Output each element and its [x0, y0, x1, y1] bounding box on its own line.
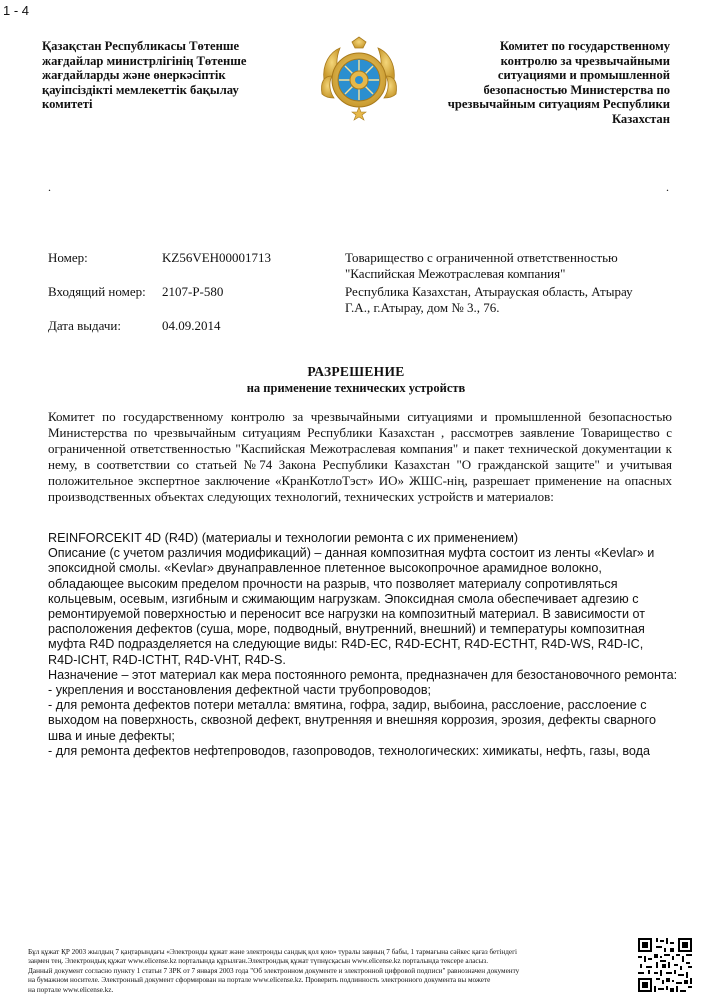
header-right-line: чрезвычайным ситуациям Республики	[447, 97, 670, 112]
footer-line: Данный документ согласно пункту 1 статьи 7 ЗРК от 7 января 2003 года "Об электронном документе и электронной цифровой подписи" равнозначен документу	[28, 966, 520, 975]
header-left-line: жағдайлар министрлігінің Төтенше	[42, 53, 247, 68]
recipient-line: "Каспийская Межотраслевая компания"	[345, 266, 566, 281]
body-line: шва и иные дефекты;	[48, 728, 175, 743]
separator-dot-right: .	[666, 180, 669, 194]
header-left-line: комитеті	[42, 97, 93, 112]
recipient-line: Г.А., г.Атырау, дом № 3., 76.	[345, 300, 500, 315]
recipient-block	[345, 250, 685, 316]
header-right-line: контролю за чрезвычайными	[500, 53, 670, 68]
incoming-number-value: 2107-Р-580	[162, 284, 224, 299]
body-line: расположения дефектов (суша, море, подводный, внутренний, внешний) и температуры композитная	[48, 622, 645, 637]
separator-dot-left: .	[48, 180, 51, 194]
issue-date-value: 04.09.2014	[162, 318, 221, 333]
header-left-kazakh	[42, 39, 302, 112]
footer-line: на портале www.elicense.kz.	[28, 985, 114, 994]
header-left-line: жағдайларды және өнеркәсіптік	[42, 68, 226, 83]
header-right-line: безопасностью Министерства по	[483, 82, 670, 97]
body-line: Назначение – этот материал как мера постоянного ремонта, предназначен для безостановочного ремонта:	[48, 667, 678, 682]
header-left-line: қауіпсіздікті мемлекеттік бақылау	[42, 82, 239, 97]
body-line: кольцевым, осевым, изгибным и сжимающим нагрузкам. Эпоксидная смола обеспечивает адгезию с	[48, 591, 639, 606]
body-line: муфта R4D подразделяется на следующие виды: R4D-EC, R4D-ECHT, R4D-ECTHT, R4D-WS, R4D-IC,	[48, 637, 644, 652]
page-number: 1 - 4	[3, 3, 30, 18]
document-subtitle: на применение технических устройств	[246, 381, 466, 395]
footer-line: Бұл құжат ҚР 2003 жылдың 7 қаңтарындағы «Электронды құжат және электронды сандық қол қою» туралы заңның 7 бабы, 1 тармағына сәйкес қағаз бетіндегі	[28, 948, 518, 956]
header-right-line: Казахстан	[611, 111, 670, 126]
header-right-line: ситуациями и промышленной	[497, 68, 670, 83]
body-line: ремонтируемой поверхностью и переносит все нагрузки на композитный материал. В зависимости от	[48, 607, 645, 622]
recipient-line: Республика Казахстан, Атырауская область, Атырау	[345, 284, 633, 299]
footer-line: заңмен тең. Электрондық құжат www.elicense.kz порталында құрылған.Электрондық құжат түпнұсқасын www.elicense.kz порталында тексере аласыз.	[28, 957, 489, 966]
body-line: эпоксидной смолы. «Kevlar» двунаправленное плетенное высокопрочное арамидное волокно,	[48, 561, 602, 576]
body-line: - для ремонта дефектов нефтепроводов, газопроводов, технологических: химикаты, нефть, газы, вода	[48, 743, 650, 758]
number-label: Номер:	[48, 250, 88, 265]
kazakhstan-state-emblem-icon	[318, 36, 400, 126]
incoming-number-label: Входящий номер:	[48, 284, 146, 299]
body-line: выходом на поверхность, сквозной дефект, внутренняя и внешняя коррозия, эрозия, дефекты сварного	[48, 713, 656, 728]
footer-legal-notice	[28, 948, 634, 995]
document-title: РАЗРЕШЕНИЕ	[307, 364, 405, 379]
body-line: - укрепления и восстановления дефектной части трубопроводов;	[48, 683, 432, 698]
header-left-line: Қазақстан Республикасы Төтенше	[42, 39, 240, 53]
qr-code-icon	[638, 938, 692, 992]
issue-date-label: Дата выдачи:	[48, 318, 122, 333]
header-right-line: Комитет по государственному	[499, 39, 670, 53]
intro-paragraph: Комитет по государственному контролю за чрезвычайными ситуациями и промышленной безопасностью Министерства по чрезвычайным ситуациям Республики Казахстан , рассмотрев заявление Товарищество с ограниченной ответственностью "Каспийская Межотраслевая компания" и пакет технической документации к нему, в соответствии со статьей №74 Закона Республики Казахстан "О гражданской защите" и учитывая положительное экспертное заключение «КранКотлоТэст» ИО» ЖШС-нің, разрешает применение на опасных производственных объектах следующих технологий, технических устройств и материалов:	[48, 409, 672, 504]
recipient-line: Товарищество с ограниченной ответственностью	[345, 250, 618, 265]
body-line: R4D-ICHT, R4D-ICTHT, R4D-VHT, R4D-S.	[48, 652, 286, 667]
header-right-russian	[420, 39, 670, 127]
permit-body	[48, 531, 684, 759]
number-value: KZ56VEH00001713	[162, 250, 272, 265]
body-line: Описание (с учетом различия модификаций) – данная композитная муфта состоит из ленты «Kevlar» и	[48, 546, 655, 561]
body-line: - для ремонта дефектов потери металла: вмятина, гофра, задир, выбоина, расслоение, расслоение с	[48, 698, 647, 713]
footer-line: на бумажном носителе. Электронный документ сформирован на портале www.elicense.kz. Проверить подлинность электронного документа вы можете	[28, 976, 491, 985]
body-line: обладающее высоким пределом прочности на разрыв, что позволяет материалу сопротивляться	[48, 576, 618, 591]
body-line: REINFORCEKIT 4D (R4D) (материалы и технологии ремонта с их применением)	[48, 531, 519, 545]
